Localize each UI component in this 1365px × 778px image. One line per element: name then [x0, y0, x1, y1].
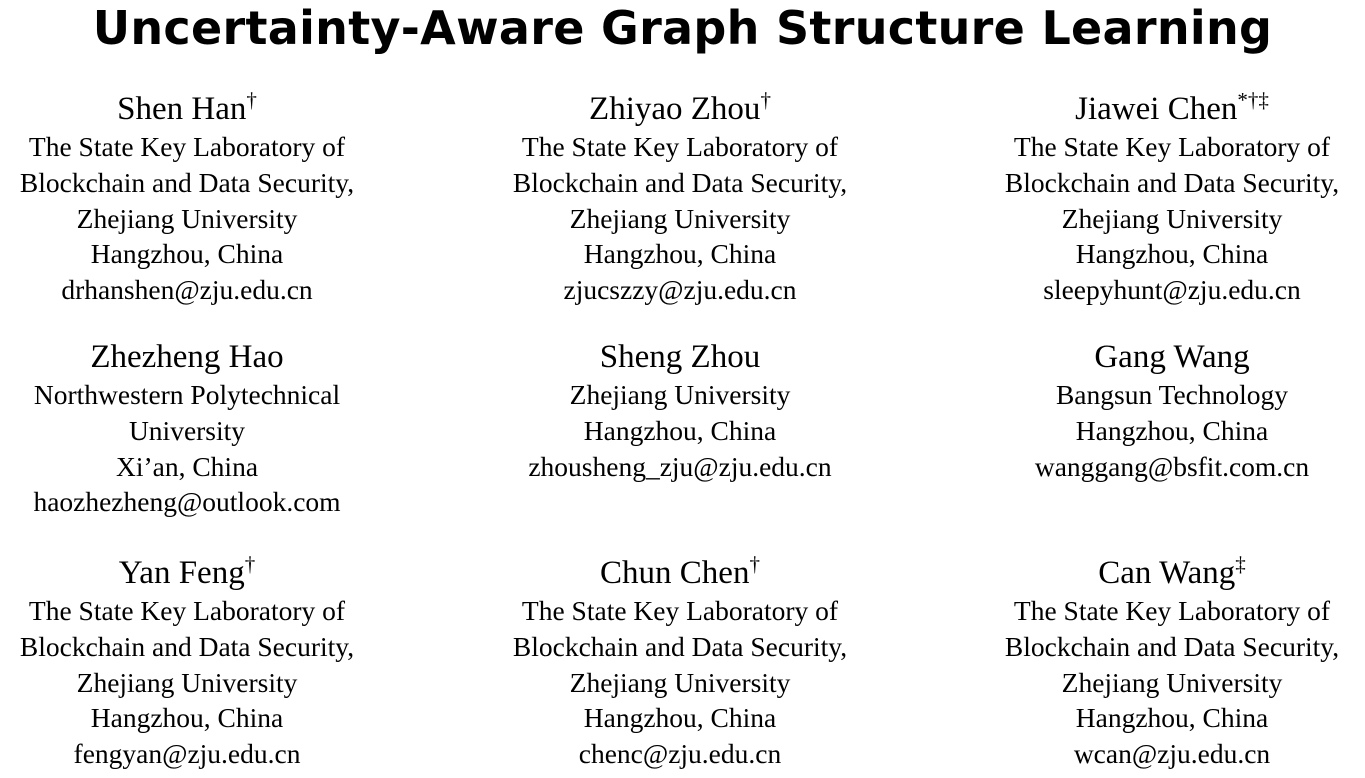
author-email: chenc@zju.edu.cn [578, 738, 782, 770]
author-marks: ‡ [1235, 552, 1246, 576]
author-affiliation-line: Blockchain and Data Security, [19, 630, 355, 662]
author-block [480, 90, 880, 308]
author-name [972, 338, 1365, 377]
author-affiliation-line: The State Key Laboratory of [1013, 595, 1331, 626]
author-email: zhousheng_zju@zju.edu.cn [528, 450, 832, 482]
author-affiliation-line: Zhejiang University [569, 666, 791, 698]
author-location: Hangzhou, China [583, 702, 777, 734]
author-email: haozhezheng@outlook.com [33, 486, 341, 518]
author-location: Hangzhou, China [90, 238, 284, 270]
author-location: Hangzhou, China [1075, 238, 1269, 270]
author-affiliation-line: Blockchain and Data Security, [1004, 630, 1340, 662]
author-affiliation-line: Zhejiang University [1061, 202, 1283, 234]
author-marks: † [760, 88, 771, 112]
author-name-text: Zhezheng Hao [90, 339, 284, 375]
author-affiliation-line: The State Key Laboratory of [28, 131, 346, 162]
author-block [0, 90, 387, 308]
author-affiliation-line: Blockchain and Data Security, [512, 630, 848, 662]
author-affiliation-line: The State Key Laboratory of [521, 595, 839, 626]
author-affiliation-line: Zhejiang University [76, 202, 298, 234]
author-affiliation-line: Blockchain and Data Security, [512, 166, 848, 198]
author-marks: † [244, 552, 256, 576]
author-block [0, 338, 387, 520]
author-location: Hangzhou, China [90, 702, 284, 734]
author-name-text: Shen Han [117, 91, 247, 127]
author-affiliation-line: The State Key Laboratory of [521, 131, 839, 162]
author-affiliation-line: Zhejiang University [569, 379, 791, 410]
author-marks: *†‡ [1237, 88, 1269, 112]
author-marks: † [749, 552, 760, 576]
author-marks: † [246, 88, 257, 112]
author-location: Hangzhou, China [583, 414, 777, 446]
author-name-text: Can Wang [1098, 555, 1236, 591]
author-block [972, 90, 1365, 308]
paper-title: Uncertainty-Aware Graph Structure Learning [92, 1, 1273, 55]
author-name [972, 554, 1365, 593]
author-affiliation-line: Blockchain and Data Security, [19, 166, 355, 198]
author-affiliation-line: University [128, 414, 246, 446]
author-name [480, 338, 880, 377]
author-location: Hangzhou, China [1075, 414, 1269, 446]
author-block [480, 338, 880, 484]
author-name [0, 338, 387, 377]
author-affiliation-line: Zhejiang University [76, 666, 298, 698]
author-location: Xi’an, China [115, 450, 259, 482]
author-name [0, 554, 387, 593]
author-name [480, 90, 880, 129]
author-email: fengyan@zju.edu.cn [73, 738, 301, 770]
author-name-text: Jiawei Chen [1075, 91, 1238, 127]
author-affiliation-line: Zhejiang University [569, 202, 791, 234]
author-block [972, 554, 1365, 772]
author-email: wcan@zju.edu.cn [1073, 738, 1271, 770]
author-email: drhanshen@zju.edu.cn [61, 274, 313, 306]
author-name [0, 90, 387, 129]
author-affiliation-line: Blockchain and Data Security, [1004, 166, 1340, 198]
author-name [480, 554, 880, 593]
author-affiliation-line: Northwestern Polytechnical [33, 379, 341, 410]
author-email: zjucszzy@zju.edu.cn [563, 274, 797, 306]
author-affiliation-line: The State Key Laboratory of [28, 595, 346, 626]
author-block [972, 338, 1365, 484]
author-name-text: Chun Chen [600, 555, 750, 591]
author-name-text: Gang Wang [1094, 339, 1250, 375]
author-block [480, 554, 880, 772]
author-name-text: Sheng Zhou [599, 339, 761, 375]
author-email: wanggang@bsfit.com.cn [1034, 450, 1310, 482]
author-name [972, 90, 1365, 129]
author-affiliation-line: Bangsun Technology [1055, 379, 1289, 410]
author-name-text: Zhiyao Zhou [589, 91, 761, 127]
author-affiliation-line: The State Key Laboratory of [1013, 131, 1331, 162]
author-email: sleepyhunt@zju.edu.cn [1043, 274, 1301, 306]
author-affiliation-line: Zhejiang University [1061, 666, 1283, 698]
author-block [0, 554, 387, 772]
author-name-text: Yan Feng [118, 555, 245, 591]
author-location: Hangzhou, China [583, 238, 777, 270]
author-location: Hangzhou, China [1075, 702, 1269, 734]
